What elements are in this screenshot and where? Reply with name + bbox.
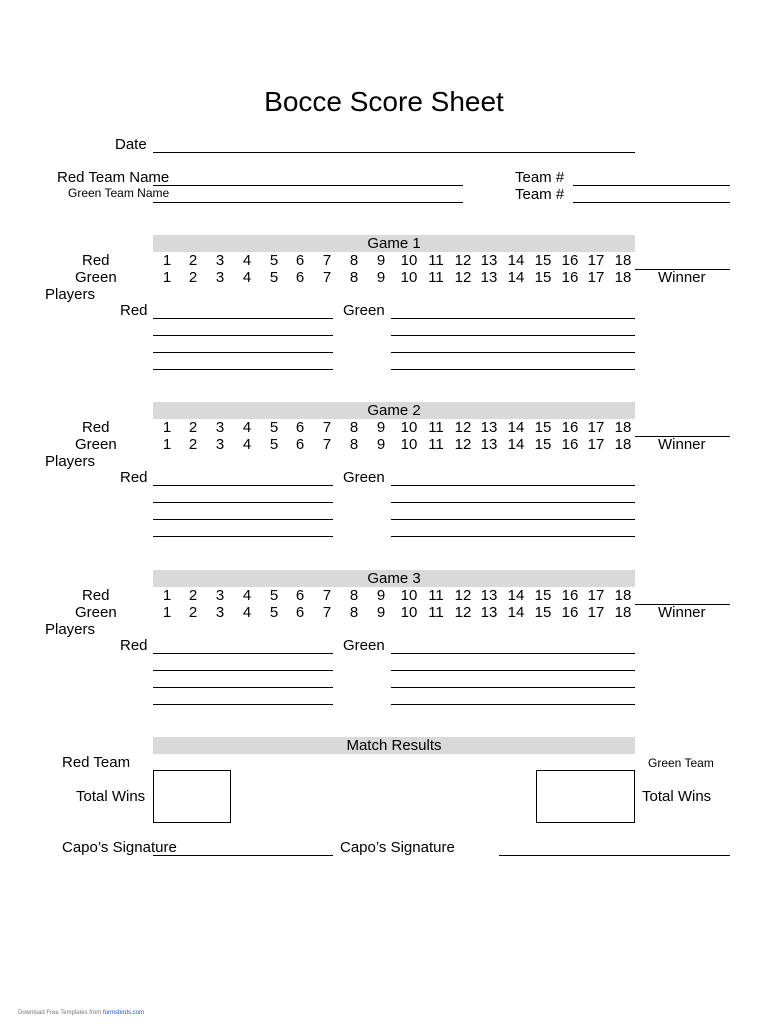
game-3-header [153, 570, 635, 587]
game-3-red-end-9[interactable]: 9 [376, 587, 386, 604]
game-2-red-end-3[interactable]: 3 [215, 419, 225, 436]
game-2-green-end-4[interactable]: 4 [242, 436, 252, 453]
game-1-red-end-9[interactable]: 9 [376, 252, 386, 269]
game-1-red-end-4[interactable]: 4 [242, 252, 252, 269]
game-1-green-end-7[interactable]: 7 [322, 269, 332, 286]
game-1-players-red-label: Red [120, 302, 148, 319]
game-3-red-player-line-4[interactable] [153, 704, 333, 705]
game-3-green-end-13[interactable]: 13 [480, 604, 498, 621]
red-capo-signature-field[interactable] [153, 855, 333, 856]
game-1-green-end-5[interactable]: 5 [269, 269, 279, 286]
game-2-red-end-18[interactable]: 18 [614, 419, 632, 436]
game-3-red-end-13[interactable]: 13 [480, 587, 498, 604]
match-results-header [153, 737, 635, 754]
game-2-players-red-label: Red [120, 469, 148, 486]
game-1-red-end-13[interactable]: 13 [480, 252, 498, 269]
game-3-green-label: Green [75, 604, 117, 621]
game-3-red-label: Red [82, 587, 110, 604]
game-3-red-end-4[interactable]: 4 [242, 587, 252, 604]
game-2-title: Game 2 [367, 402, 421, 419]
match-results-title: Match Results [346, 737, 442, 754]
game-3-red-score-row [153, 587, 635, 604]
green-total-wins-box[interactable] [536, 770, 635, 823]
game-3-green-player-line-1[interactable] [391, 653, 635, 654]
game-1-green-end-15[interactable]: 15 [534, 269, 552, 286]
game-3-red-end-1[interactable]: 1 [162, 587, 172, 604]
game-1-green-player-line-2[interactable] [391, 335, 635, 336]
game-3-red-end-3[interactable]: 3 [215, 587, 225, 604]
game-3-green-end-12[interactable]: 12 [454, 604, 472, 621]
game-1-red-player-line-3[interactable] [153, 352, 333, 353]
game-2-green-end-14[interactable]: 14 [507, 436, 525, 453]
game-2-red-end-17[interactable]: 17 [587, 419, 605, 436]
game-1-green-end-18[interactable]: 18 [614, 269, 632, 286]
game-3-green-score-row [153, 604, 635, 621]
game-3-green-end-1[interactable]: 1 [162, 604, 172, 621]
green-team-name-field[interactable] [153, 202, 463, 203]
game-1-red-end-5[interactable]: 5 [269, 252, 279, 269]
game-1-green-label: Green [75, 269, 117, 286]
game-1-red-end-10[interactable]: 10 [400, 252, 418, 269]
game-1-header [153, 235, 635, 252]
game-3-red-end-8[interactable]: 8 [349, 587, 359, 604]
game-1-green-end-4[interactable]: 4 [242, 269, 252, 286]
team-number-label-1: Team # [515, 169, 565, 186]
game-1-green-end-9[interactable]: 9 [376, 269, 386, 286]
game-1-green-end-11[interactable]: 11 [428, 269, 444, 286]
game-2-green-end-7[interactable]: 7 [322, 436, 332, 453]
game-3-red-end-16[interactable]: 16 [561, 587, 579, 604]
game-1-red-end-14[interactable]: 14 [507, 252, 525, 269]
game-3-red-end-2[interactable]: 2 [188, 587, 198, 604]
game-3-green-end-4[interactable]: 4 [242, 604, 252, 621]
game-3-green-end-7[interactable]: 7 [322, 604, 332, 621]
game-2-green-player-line-4[interactable] [391, 536, 635, 537]
game-2-green-end-15[interactable]: 15 [534, 436, 552, 453]
game-3-green-end-2[interactable]: 2 [188, 604, 198, 621]
game-1-green-player-line-3[interactable] [391, 352, 635, 353]
game-1-players-label: Players [45, 286, 96, 303]
game-3-green-end-17[interactable]: 17 [587, 604, 605, 621]
game-2-red-end-1[interactable]: 1 [162, 419, 172, 436]
game-1-red-player-line-2[interactable] [153, 335, 333, 336]
game-2-red-end-8[interactable]: 8 [349, 419, 359, 436]
game-3-green-end-16[interactable]: 16 [561, 604, 579, 621]
game-1-green-score-row [153, 269, 635, 286]
green-capo-signature-label: Capo’s Signature [340, 839, 455, 856]
game-1-green-end-17[interactable]: 17 [587, 269, 605, 286]
game-2-red-end-9[interactable]: 9 [376, 419, 386, 436]
game-2-green-end-6[interactable]: 6 [295, 436, 305, 453]
game-2-green-player-line-1[interactable] [391, 485, 635, 486]
game-2-players-green-label: Green [343, 469, 385, 486]
game-1-red-end-7[interactable]: 7 [322, 252, 332, 269]
game-2-red-player-line-1[interactable] [153, 485, 333, 486]
game-2-players-label: Players [45, 453, 96, 470]
page-title: Bocce Score Sheet [264, 86, 504, 117]
game-2-green-score-row [153, 436, 635, 453]
game-2-red-end-5[interactable]: 5 [269, 419, 279, 436]
game-2-red-score-row [153, 419, 635, 436]
game-2-green-end-12[interactable]: 12 [454, 436, 472, 453]
game-2-green-end-11[interactable]: 11 [428, 436, 444, 453]
game-1-title: Game 1 [367, 235, 421, 252]
game-3-green-player-line-4[interactable] [391, 704, 635, 705]
game-1-red-end-2[interactable]: 2 [188, 252, 198, 269]
date-label: Date [115, 136, 147, 153]
game-3-green-end-18[interactable]: 18 [614, 604, 632, 621]
game-1-red-end-1[interactable]: 1 [162, 252, 172, 269]
game-1-green-end-8[interactable]: 8 [349, 269, 359, 286]
game-3-green-player-line-3[interactable] [391, 687, 635, 688]
game-3-green-end-3[interactable]: 3 [215, 604, 225, 621]
game-1-red-player-line-4[interactable] [153, 369, 333, 370]
game-3-green-end-8[interactable]: 8 [349, 604, 359, 621]
game-3-red-end-18[interactable]: 18 [614, 587, 632, 604]
game-2-green-player-line-3[interactable] [391, 519, 635, 520]
game-2-green-end-10[interactable]: 10 [400, 436, 418, 453]
footer-text: Download Free Templates from [18, 1010, 102, 1016]
game-2-green-player-line-2[interactable] [391, 502, 635, 503]
green-team-label: Green Team [648, 756, 714, 770]
game-3-red-end-15[interactable]: 15 [534, 587, 552, 604]
game-1-red-end-16[interactable]: 16 [561, 252, 579, 269]
game-2-green-end-16[interactable]: 16 [561, 436, 579, 453]
game-3-green-end-5[interactable]: 5 [269, 604, 279, 621]
game-2-header [153, 402, 635, 419]
game-3-green-end-6[interactable]: 6 [295, 604, 305, 621]
red-capo-signature-label: Capo’s Signature [62, 839, 177, 856]
footer-note [18, 1010, 144, 1016]
game-1-red-end-11[interactable]: 11 [428, 252, 444, 269]
game-3-green-end-9[interactable]: 9 [376, 604, 386, 621]
game-1-players-green-label: Green [343, 302, 385, 319]
game-2-green-end-2[interactable]: 2 [188, 436, 198, 453]
game-3-players-green-label: Green [343, 637, 385, 654]
game-2-green-end-17[interactable]: 17 [587, 436, 605, 453]
game-2-red-player-line-3[interactable] [153, 519, 333, 520]
game-1-red-end-3[interactable]: 3 [215, 252, 225, 269]
game-2-red-player-line-4[interactable] [153, 536, 333, 537]
game-2-red-end-2[interactable]: 2 [188, 419, 198, 436]
game-3-red-end-5[interactable]: 5 [269, 587, 279, 604]
game-2-red-label: Red [82, 419, 110, 436]
game-2-red-end-11[interactable]: 11 [428, 419, 444, 436]
game-2-red-player-line-2[interactable] [153, 502, 333, 503]
game-1-red-end-6[interactable]: 6 [295, 252, 305, 269]
game-1-red-end-18[interactable]: 18 [614, 252, 632, 269]
game-2-red-end-14[interactable]: 14 [507, 419, 525, 436]
game-3-red-player-line-2[interactable] [153, 670, 333, 671]
game-3-green-end-14[interactable]: 14 [507, 604, 525, 621]
game-1-green-end-13[interactable]: 13 [480, 269, 498, 286]
game-2-red-end-16[interactable]: 16 [561, 419, 579, 436]
date-field[interactable] [153, 152, 635, 153]
game-1-green-player-line-1[interactable] [391, 318, 635, 319]
green-total-wins-label: Total Wins [642, 788, 712, 805]
game-1-red-end-8[interactable]: 8 [349, 252, 359, 269]
game-2-winner-label: Winner [658, 436, 706, 453]
game-3-red-player-line-1[interactable] [153, 653, 333, 654]
game-3-green-end-15[interactable]: 15 [534, 604, 552, 621]
game-2-green-end-9[interactable]: 9 [376, 436, 386, 453]
game-2-green-end-18[interactable]: 18 [614, 436, 632, 453]
game-3-red-end-17[interactable]: 17 [587, 587, 605, 604]
game-2-green-end-1[interactable]: 1 [162, 436, 172, 453]
game-3-green-player-line-2[interactable] [391, 670, 635, 671]
game-3-red-end-10[interactable]: 10 [400, 587, 418, 604]
game-3-green-end-11[interactable]: 11 [428, 604, 444, 621]
red-team-name-field[interactable] [153, 185, 463, 186]
game-1-red-end-17[interactable]: 17 [587, 252, 605, 269]
game-1-red-end-15[interactable]: 15 [534, 252, 552, 269]
red-total-wins-label: Total Wins [76, 788, 146, 805]
game-1-green-end-3[interactable]: 3 [215, 269, 225, 286]
game-2-green-end-8[interactable]: 8 [349, 436, 359, 453]
game-1-green-end-10[interactable]: 10 [400, 269, 418, 286]
red-total-wins-box[interactable] [153, 770, 231, 823]
game-2-red-end-13[interactable]: 13 [480, 419, 498, 436]
game-2-red-end-15[interactable]: 15 [534, 419, 552, 436]
game-2-red-end-4[interactable]: 4 [242, 419, 252, 436]
game-1-green-end-2[interactable]: 2 [188, 269, 198, 286]
red-team-label: Red Team [62, 754, 131, 771]
game-3-red-end-12[interactable]: 12 [454, 587, 472, 604]
game-2-red-end-10[interactable]: 10 [400, 419, 418, 436]
game-1-winner-label: Winner [658, 269, 706, 286]
team-number-field-2[interactable] [573, 202, 730, 203]
game-1-green-end-6[interactable]: 6 [295, 269, 305, 286]
game-2-green-end-5[interactable]: 5 [269, 436, 279, 453]
game-3-green-end-10[interactable]: 10 [400, 604, 418, 621]
game-3-winner-label: Winner [658, 604, 706, 621]
team-number-label-2: Team # [515, 186, 565, 203]
game-1-green-end-1[interactable]: 1 [162, 269, 172, 286]
game-3-red-player-line-3[interactable] [153, 687, 333, 688]
green-capo-signature-field[interactable] [499, 855, 730, 856]
game-2-red-end-7[interactable]: 7 [322, 419, 332, 436]
game-1-red-player-line-1[interactable] [153, 318, 333, 319]
game-1-red-end-12[interactable]: 12 [454, 252, 472, 269]
game-3-red-end-7[interactable]: 7 [322, 587, 332, 604]
game-3-players-label: Players [45, 621, 96, 638]
green-team-name-label: Green Team Name [68, 186, 170, 200]
team-number-field-1[interactable] [573, 185, 730, 186]
game-3-red-end-11[interactable]: 11 [428, 587, 444, 604]
game-1-green-end-12[interactable]: 12 [454, 269, 472, 286]
game-1-green-end-16[interactable]: 16 [561, 269, 579, 286]
game-1-red-score-row [153, 252, 635, 269]
game-3-red-end-14[interactable]: 14 [507, 587, 525, 604]
game-3-red-end-6[interactable]: 6 [295, 587, 305, 604]
game-2-red-end-12[interactable]: 12 [454, 419, 472, 436]
game-1-red-label: Red [82, 252, 110, 269]
game-3-title: Game 3 [367, 570, 421, 587]
game-1-green-end-14[interactable]: 14 [507, 269, 525, 286]
game-2-green-end-13[interactable]: 13 [480, 436, 498, 453]
game-1-green-player-line-4[interactable] [391, 369, 635, 370]
game-2-green-end-3[interactable]: 3 [215, 436, 225, 453]
footer-link[interactable]: formsbirds.com [102, 1010, 144, 1016]
red-team-name-label: Red Team Name [57, 169, 170, 186]
game-2-red-end-6[interactable]: 6 [295, 419, 305, 436]
game-3-players-red-label: Red [120, 637, 148, 654]
game-2-green-label: Green [75, 436, 117, 453]
